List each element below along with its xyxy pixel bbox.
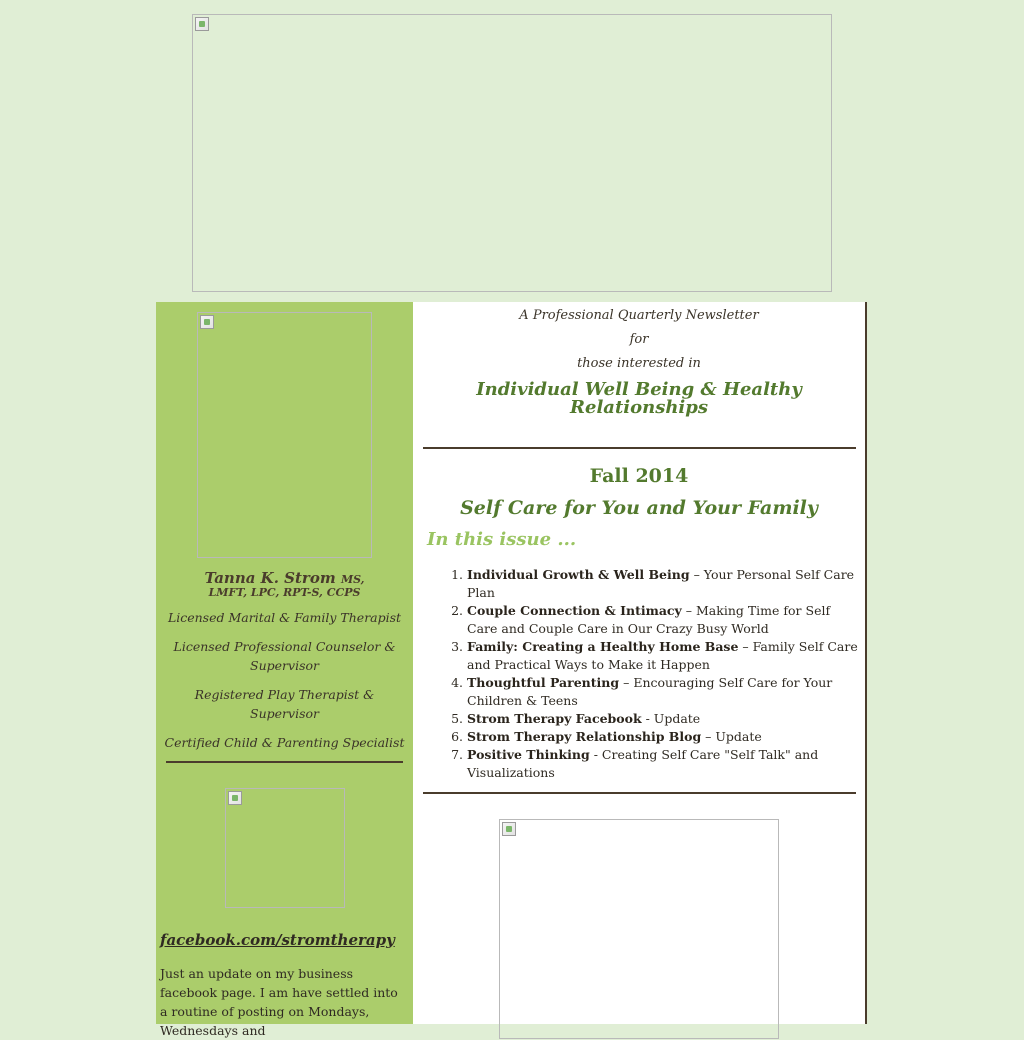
list-number: 2. — [451, 603, 463, 618]
list-item-title: Strom Therapy Facebook — [467, 711, 642, 726]
list-number: 6. — [451, 729, 463, 744]
sidebar — [156, 302, 413, 1038]
list-item-title: Couple Connection & Intimacy — [467, 603, 682, 618]
facebook-logo-image[interactable] — [225, 788, 345, 908]
list-number: 7. — [451, 747, 463, 762]
sidebar-divider — [166, 761, 403, 763]
kicker-line-3: those interested in — [577, 356, 701, 371]
newsletter-title: Individual Well Being & Healthy Relationships — [476, 379, 802, 418]
list-item[interactable] — [451, 710, 861, 728]
therapist-credentials: LMFT, LPC, RPT-S, CCPS — [208, 586, 361, 599]
list-item-title: Individual Growth & Well Being — [467, 567, 690, 582]
article-image — [499, 819, 779, 1039]
list-item-title: Thoughtful Parenting — [467, 675, 620, 690]
in-this-issue-heading: In this issue ... — [427, 529, 577, 550]
therapist-name-suffix: MS, — [340, 573, 365, 586]
facebook-update-text: Just an update on my business facebook page. I am have settled into a routine of posting on Mondays, Wednesdays and — [160, 966, 398, 1038]
list-item-desc: – Your Personal Self Care Plan — [467, 567, 855, 600]
list-item[interactable] — [451, 602, 861, 638]
kicker-line-2: for — [629, 332, 649, 347]
facebook-link[interactable]: facebook.com/stromtherapy — [160, 931, 395, 949]
list-number: 5. — [451, 711, 463, 726]
list-item-desc: - Update — [641, 711, 701, 726]
main-divider-top — [423, 447, 856, 449]
list-item-desc: – Encouraging Self Care for Your Children & Teens — [467, 675, 833, 708]
list-item-title: Strom Therapy Relationship Blog — [467, 729, 702, 744]
issue-theme: Self Care for You and Your Family — [460, 497, 818, 519]
list-number: 1. — [451, 567, 463, 582]
list-item[interactable] — [451, 566, 861, 602]
list-item[interactable] — [451, 674, 861, 710]
list-item-desc: – Making Time for Self Care and Couple Care in Our Crazy Busy World — [467, 603, 831, 636]
list-item[interactable] — [451, 746, 861, 782]
title-item: Licensed Professional Counselor & Supervisor — [173, 639, 396, 673]
list-item-desc: – Update — [701, 729, 762, 744]
kicker-line-1: A Professional Quarterly Newsletter — [519, 308, 759, 323]
title-item: Registered Play Therapist & Supervisor — [194, 687, 375, 721]
list-number: 4. — [451, 675, 463, 690]
list-item-title: Family: Creating a Healthy Home Base — [467, 639, 739, 654]
title-item: Licensed Marital & Family Therapist — [167, 610, 402, 625]
therapist-name-text: Tanna K. Strom — [204, 569, 336, 587]
issue-list — [451, 566, 861, 782]
list-item[interactable] — [451, 728, 861, 746]
professional-titles — [164, 608, 405, 762]
list-item-desc: – Family Self Care and Practical Ways to Make it Happen — [467, 639, 858, 672]
main-content — [413, 302, 867, 1024]
headshot-image — [197, 312, 372, 558]
issue-season: Fall 2014 — [589, 465, 689, 487]
list-item-title: Positive Thinking — [467, 747, 590, 762]
banner-image — [192, 14, 832, 292]
list-item[interactable] — [451, 638, 861, 674]
list-number: 3. — [451, 639, 463, 654]
main-divider-bottom — [423, 792, 856, 794]
title-item: Certified Child & Parenting Specialist — [164, 735, 405, 750]
list-item-desc: - Creating Self Care "Self Talk" and Visualizations — [467, 747, 819, 780]
